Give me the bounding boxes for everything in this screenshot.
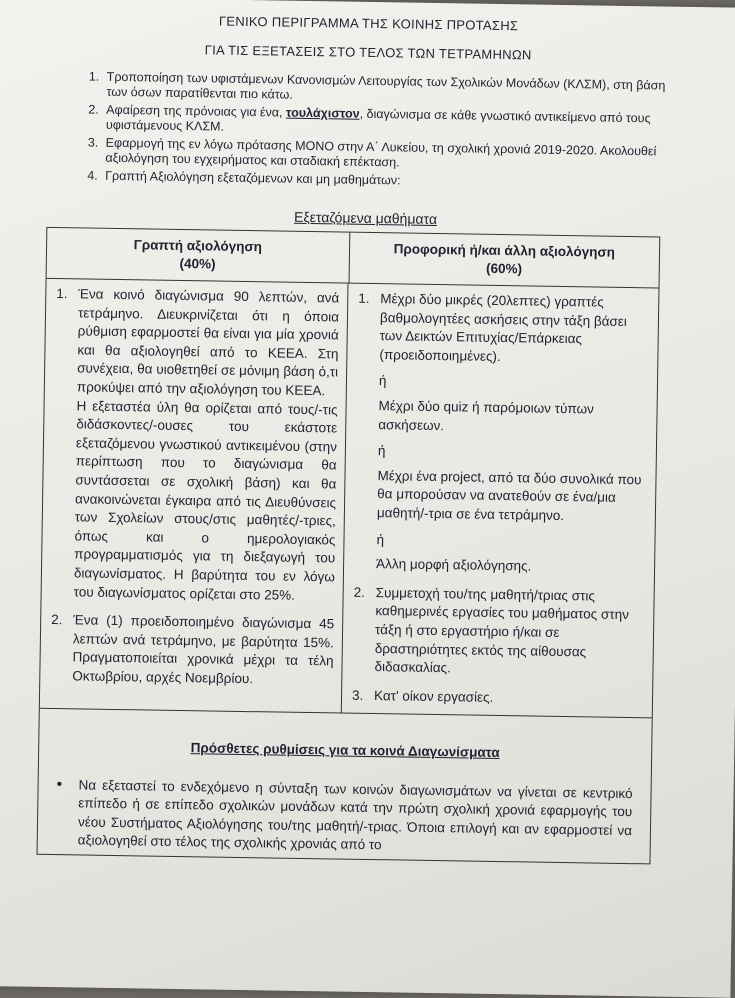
oral-assessment-cell: [342, 284, 659, 718]
exam-material-text: Η εξεταστέα ύλη θα ορίζεται από τους/-τις διδάσκοντες/-ουσες του εκάστοτε εξεταζόμενου γνωστικού αντικειμένου (στην περίπτωση που το διαγώνισμα θα συντάσσεται σε σχολική βάση) και θα ανακοινώνεται έγκαιρα από τις Διευθύνσεις των Σχολείων στους/στις μαθητές/-τριες, όπως και ο ημερολογιακός προγραμματισμός για τη διεξαγωγή του διαγωνίσματος. Η βαρύτητα του εν λόγω του διαγωνίσματος ορίζεται στο 25%.: [73, 397, 338, 603]
intro-item: 1. Τροποποίηση των υφιστάμενων Κανονισμών Λειτουργίας των Σχολικών Μονάδων (ΚΛΣΜ), στη βάση των όσων παρατίθενται πιο κάτω.: [102, 70, 672, 109]
intro-item: 3. Εφαρμογή της εν λόγω πρότασης ΜΟΝΟ στην Α΄ Λυκείου, τη σχολική χρονιά 2019-2020. Ακολουθεί αξιολόγηση του εγχειρήματος και σταδιακή επέκταση.: [101, 136, 671, 175]
or-separator: ή: [376, 531, 385, 547]
or-separator: ή: [378, 373, 387, 389]
assessment-table: [37, 227, 661, 864]
section-title: Πρόσθετες ρυθμίσεις για τα κοινά Διαγωνίσματα: [190, 740, 500, 761]
list-item: 1. Μέχρι δύο μικρές (20λεπτες) γραπτές βαθμολογητέες ασκήσεις στην τάξη βάσει των Δεικτών Επιτυχίας/Επάρκειας (προειδοποιημένες).: [357, 290, 650, 369]
document-subtitle: ΓΙΑ ΤΙΣ ΕΞΕΤΑΣΕΙΣ ΣΤΟ ΤΕΛΟΣ ΤΩΝ ΤΕΤΡΑΜΗΝΩΝ: [204, 42, 532, 63]
common-exam-text: Ένα κοινό διαγώνισμα 90 λεπτών, ανά τετράμηνο. Διευκρινίζεται ότι η όποια ρύθμιση εφαρμοστεί θα είναι για μία χρονιά και θα αξιολογηθεί από το ΚΕΕΑ. Στη συνέχεια, θα υιοθετηθεί σε μόνιμη βάση ό,τι προκύψει από την αξιολόγηση του ΚΕΕΑ.: [76, 286, 340, 399]
option-text: Άλλη μορφή αξιολόγησης.: [376, 556, 532, 574]
written-assessment-header: Γραπτή αξιολόγηση (40%): [47, 228, 350, 283]
option-text: Μέχρι δύο μικρές (20λεπτες) γραπτές βαθμολογητέες ασκήσεις στην τάξη βάσει των Δεικτών Επιτυχίας/Επάρκειας (προειδοποιημένες).: [379, 291, 627, 364]
list-item: 2. Συμμετοχή του/της μαθητή/τριας στις καθημερινές εργασίες του μαθήματος στην τάξη ή στο εργαστήριο ή/και σε δραστηριότητες εκτός της αίθουσας διδασκαλίας.: [352, 583, 645, 681]
written-assessment-cell: [40, 279, 349, 713]
emphasis-text: τουλάχιστον: [285, 105, 360, 121]
homework-text: Κατ' οίκον εργασίες.: [373, 687, 494, 705]
list-item: 2. Ένα (1) προειδοποιημένο διαγώνισμα 45 λεπτών ανά τετράμηνο, με βαρύτητα 15%. Πραγματοποιείται χρονικά μέχρι τα τέλη Οκτωβρίου, αρχές Νοεμβρίου.: [50, 611, 334, 690]
document-title: ΓΕΝΙΚΟ ΠΕΡΙΓΡΑΜΜΑ ΤΗΣ ΚΟΙΝΗΣ ΠΡΟΤΑΣΗΣ: [218, 13, 519, 34]
bullet-icon: •: [56, 775, 63, 793]
bullet-item: [56, 776, 633, 859]
additional-settings-section: [38, 708, 652, 863]
list-item: 1. Ένα κοινό διαγώνισμα 90 λεπτών, ανά τετράμηνο. Διευκρινίζεται ότι η όποια ρύθμιση εφαρμοστεί θα είναι για μία χρονιά και θα αξιολογηθεί από το ΚΕΕΑ. Στη συνέχεια, θα υιοθετηθεί σε μόνιμη βάση ό,τι προκύψει από την αξιολόγηση του ΚΕΕΑ. Η εξεταστέα ύλη θα ορίζεται από τους/-τις διδάσκοντες/-ουσες του εκάστοτε εξεταζόμενου γνωστικού αντικειμένου (στην περίπτωση που το διαγώνισμα θα συντάσσεται σε σχολική βάση) και θα ανακοινώνεται έγκαιρα από τις Διευθύνσεις των Σχολείων στους/στις μαθητές/-τριες, όπως και ο ημερολογιακός προγραμματισμός για τη διεξαγωγή του διαγωνίσματος. Η βαρύτητα του εν λόγω του διαγωνίσματος ορίζεται στο 25%.: [52, 285, 340, 605]
intro-item: 2. Αφαίρεση της πρόνοιας για ένα, τουλάχιστον, διαγώνισμα σε κάθε γνωστικό αντικείμενο από τους υφιστάμενους ΚΛΣΜ.: [102, 103, 672, 142]
intro-list: [61, 69, 673, 193]
intro-item: 4. Γραπτή Αξιολόγηση εξεταζόμενων και μη μαθημάτων:: [101, 169, 671, 193]
option-text: Μέχρι δύο quiz ή παρόμοιων τύπων ασκήσεων.: [378, 398, 595, 433]
option-text: Μέχρι ένα project, από τα δύο συνολικά που θα μπορούσαν να ανατεθούν σε ένα/μια μαθητή/-τρια σε ένα τετράμηνο.: [376, 467, 642, 523]
or-separator: ή: [377, 443, 386, 459]
document-content: [51, 5, 674, 864]
list-item: 3. Κατ' οίκον εργασίες.: [352, 686, 644, 709]
announced-exam-text: Ένα (1) προειδοποιημένο διαγώνισμα 45 λεπτών ανά τετράμηνο, με βαρύτητα 15%. Πραγματοποιείται χρονικά μέχρι τα τέλη Οκτωβρίου, αρχές Νοεμβρίου.: [72, 612, 335, 687]
table-body-row: [40, 279, 659, 718]
participation-text: Συμμετοχή του/της μαθητή/τριας στις καθημερινές εργασίες του μαθήματος στην τάξη ή στο εργαστήριο ή/και σε δραστηριότητες εκτός της αίθουσας διδασκαλίας.: [374, 584, 630, 676]
table-title: Εξεταζόμενα μαθήματα: [293, 208, 438, 227]
oral-assessment-header: Προφορική ή/και άλλη αξιολόγηση (60%): [393, 241, 616, 277]
bullet-text: Να εξεταστεί το ενδεχόμενο η σύνταξη των κοινών διαγωνισμάτων να γίνεται σε κεντρικό επίπεδο ή σε επίπεδο σχολικών μονάδων κατά την πρώτη σχολική χρονιά εφαρμογής του νέου Συστήματος Αξιολόγησης του/της μαθητή/-τριας. Όποια επιλογή και αν εφαρμοστεί να αξιολογηθεί στο τέλος της σχολικής χρονιάς από το: [77, 777, 633, 853]
